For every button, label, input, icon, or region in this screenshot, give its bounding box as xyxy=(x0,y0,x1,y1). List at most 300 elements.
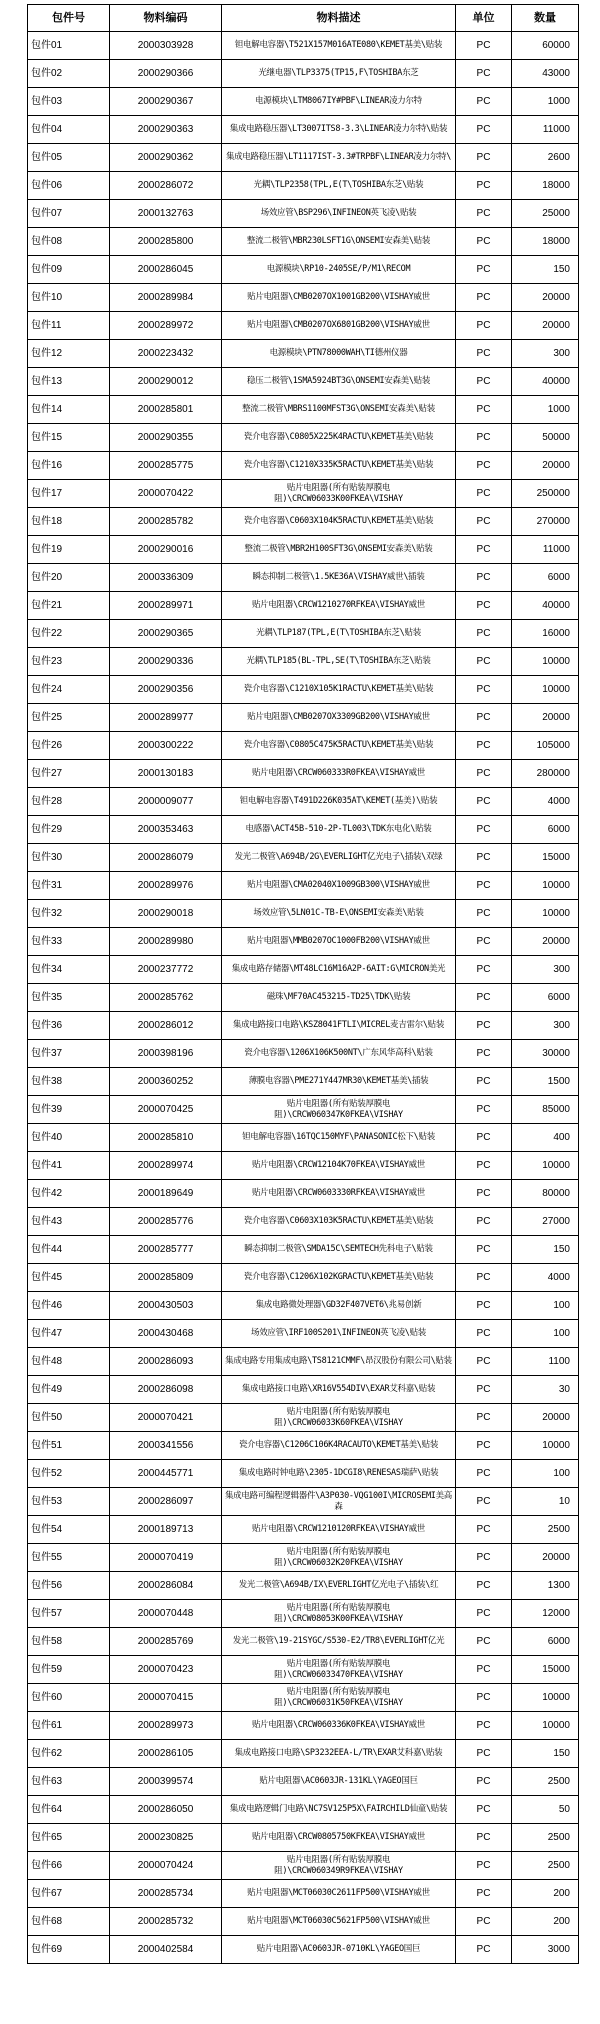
quantity-cell: 280000 xyxy=(512,760,579,788)
table-row xyxy=(28,956,579,984)
quantity-cell: 300 xyxy=(512,340,579,368)
package-no-cell: 包件64 xyxy=(28,1796,110,1824)
unit-cell: PC xyxy=(456,1600,512,1628)
package-no-cell: 包件35 xyxy=(28,984,110,1012)
table-row xyxy=(28,1544,579,1572)
unit-cell: PC xyxy=(456,760,512,788)
package-no-cell: 包件68 xyxy=(28,1908,110,1936)
unit-cell: PC xyxy=(456,956,512,984)
material-code-cell: 2000289974 xyxy=(110,1152,222,1180)
table-row xyxy=(28,1096,579,1124)
unit-cell: PC xyxy=(456,88,512,116)
unit-cell: PC xyxy=(456,1180,512,1208)
quantity-cell: 270000 xyxy=(512,508,579,536)
unit-cell: PC xyxy=(456,1124,512,1152)
unit-cell: PC xyxy=(456,1404,512,1432)
table-row xyxy=(28,1908,579,1936)
quantity-cell: 11000 xyxy=(512,536,579,564)
unit-cell: PC xyxy=(456,144,512,172)
package-no-cell: 包件44 xyxy=(28,1236,110,1264)
material-description-cell: 贴片电阻器\CRCW060333R0FKEA\VISHAY威世 xyxy=(222,760,456,788)
quantity-cell: 50 xyxy=(512,1796,579,1824)
material-description-cell: 集成电路稳压器\LT3007ITS8-3.3\LINEAR凌力尔特\贴装 xyxy=(222,116,456,144)
material-code-cell: 2000341556 xyxy=(110,1432,222,1460)
unit-cell: PC xyxy=(456,340,512,368)
material-code-cell: 2000286050 xyxy=(110,1796,222,1824)
package-no-cell: 包件29 xyxy=(28,816,110,844)
quantity-cell: 27000 xyxy=(512,1208,579,1236)
material-code-cell: 2000237772 xyxy=(110,956,222,984)
table-row xyxy=(28,1236,579,1264)
package-no-cell: 包件40 xyxy=(28,1124,110,1152)
material-description-cell: 光耦\TLP187(TPL,E(T\TOSHIBA东芝\贴装 xyxy=(222,620,456,648)
package-no-cell: 包件65 xyxy=(28,1824,110,1852)
package-no-cell: 包件55 xyxy=(28,1544,110,1572)
unit-cell: PC xyxy=(456,1040,512,1068)
table-row xyxy=(28,816,579,844)
package-no-cell: 包件16 xyxy=(28,452,110,480)
material-description-cell: 瓷介电容器\C1206C106K4RACAUTO\KEMET基美\贴装 xyxy=(222,1432,456,1460)
quantity-cell: 300 xyxy=(512,956,579,984)
table-row xyxy=(28,844,579,872)
quantity-cell: 20000 xyxy=(512,1404,579,1432)
unit-cell: PC xyxy=(456,648,512,676)
quantity-cell: 250000 xyxy=(512,480,579,508)
material-code-cell: 2000286098 xyxy=(110,1376,222,1404)
material-code-cell: 2000009077 xyxy=(110,788,222,816)
material-description-cell: 集成电路可编程逻辑器件\A3P030-VQG100I\MICROSEMI美高森 xyxy=(222,1488,456,1516)
unit-cell: PC xyxy=(456,816,512,844)
material-description-cell: 集成电路接口电路\SP3232EEA-L/TR\EXAR艾科嘉\贴装 xyxy=(222,1740,456,1768)
material-description-cell: 瓷介电容器\C0805X225K4RACTU\KEMET基美\贴装 xyxy=(222,424,456,452)
material-description-cell: 电源模块\PTN78000WAH\TI德州仪器 xyxy=(222,340,456,368)
quantity-cell: 1000 xyxy=(512,88,579,116)
unit-cell: PC xyxy=(456,200,512,228)
quantity-cell: 6000 xyxy=(512,1628,579,1656)
table-row xyxy=(28,172,579,200)
unit-cell: PC xyxy=(456,424,512,452)
material-code-cell: 2000285800 xyxy=(110,228,222,256)
table-row xyxy=(28,340,579,368)
package-no-cell: 包件19 xyxy=(28,536,110,564)
material-code-cell: 2000285775 xyxy=(110,452,222,480)
material-code-cell: 2000290018 xyxy=(110,900,222,928)
table-row xyxy=(28,1684,579,1712)
table-row xyxy=(28,1348,579,1376)
material-code-cell: 2000285809 xyxy=(110,1264,222,1292)
material-description-cell: 贴片电阻器(所有贴装厚膜电阻)\CRCW06031K50FKEA\VISHAY xyxy=(222,1684,456,1712)
package-no-cell: 包件23 xyxy=(28,648,110,676)
material-code-cell: 2000285776 xyxy=(110,1208,222,1236)
table-row xyxy=(28,592,579,620)
material-code-cell: 2000290016 xyxy=(110,536,222,564)
table-row xyxy=(28,1600,579,1628)
material-description-cell: 集成电路存储器\MT48LC16M16A2P-6AIT:G\MICRON美光 xyxy=(222,956,456,984)
package-no-cell: 包件13 xyxy=(28,368,110,396)
material-description-cell: 贴片电阻器\MCT06030C5621FP500\VISHAY威世 xyxy=(222,1908,456,1936)
unit-cell: PC xyxy=(456,1824,512,1852)
material-code-cell: 2000398196 xyxy=(110,1040,222,1068)
quantity-cell: 20000 xyxy=(512,284,579,312)
material-description-cell: 贴片电阻器(所有贴装厚膜电阻)\CRCW06033470FKEA\VISHAY xyxy=(222,1656,456,1684)
quantity-cell: 200 xyxy=(512,1880,579,1908)
table-row xyxy=(28,872,579,900)
table-row xyxy=(28,1432,579,1460)
material-description-cell: 瓷介电容器\C1206X102KGRACTU\KEMET基美\贴装 xyxy=(222,1264,456,1292)
package-no-cell: 包件69 xyxy=(28,1936,110,1964)
quantity-cell: 30 xyxy=(512,1376,579,1404)
quantity-cell: 10000 xyxy=(512,676,579,704)
quantity-cell: 2600 xyxy=(512,144,579,172)
unit-cell: PC xyxy=(456,1684,512,1712)
material-description-cell: 瓷介电容器\C0603X103K5RACTU\KEMET基美\贴装 xyxy=(222,1208,456,1236)
material-code-cell: 2000399574 xyxy=(110,1768,222,1796)
table-row xyxy=(28,508,579,536)
unit-cell: PC xyxy=(456,1488,512,1516)
table-row xyxy=(28,928,579,956)
table-row xyxy=(28,368,579,396)
package-no-cell: 包件20 xyxy=(28,564,110,592)
package-no-cell: 包件57 xyxy=(28,1600,110,1628)
material-code-cell: 2000286079 xyxy=(110,844,222,872)
material-code-cell: 2000286097 xyxy=(110,1488,222,1516)
quantity-cell: 30000 xyxy=(512,1040,579,1068)
material-code-cell: 2000223432 xyxy=(110,340,222,368)
material-code-cell: 2000286045 xyxy=(110,256,222,284)
table-row xyxy=(28,900,579,928)
material-description-cell: 贴片电阻器(所有贴装厚膜电阻)\CRCW06033K00FKEA\VISHAY xyxy=(222,480,456,508)
package-no-cell: 包件58 xyxy=(28,1628,110,1656)
material-description-cell: 集成电路接口电路\KSZ8041FTLI\MICREL麦吉雷尔\贴装 xyxy=(222,1012,456,1040)
material-code-cell: 2000286084 xyxy=(110,1572,222,1600)
unit-cell: PC xyxy=(456,312,512,340)
quantity-cell: 20000 xyxy=(512,928,579,956)
material-code-cell: 2000286105 xyxy=(110,1740,222,1768)
package-no-cell: 包件43 xyxy=(28,1208,110,1236)
table-row xyxy=(28,1040,579,1068)
unit-cell: PC xyxy=(456,1208,512,1236)
package-no-cell: 包件04 xyxy=(28,116,110,144)
material-code-cell: 2000290365 xyxy=(110,620,222,648)
package-no-cell: 包件50 xyxy=(28,1404,110,1432)
table-row xyxy=(28,1572,579,1600)
unit-cell: PC xyxy=(456,396,512,424)
unit-cell: PC xyxy=(456,592,512,620)
material-code-cell: 2000285810 xyxy=(110,1124,222,1152)
table-row xyxy=(28,1852,579,1880)
quantity-cell: 40000 xyxy=(512,592,579,620)
table-row xyxy=(28,88,579,116)
unit-cell: PC xyxy=(456,788,512,816)
package-no-cell: 包件05 xyxy=(28,144,110,172)
material-code-cell: 2000303928 xyxy=(110,32,222,60)
table-row xyxy=(28,144,579,172)
quantity-cell: 100 xyxy=(512,1460,579,1488)
unit-cell: PC xyxy=(456,452,512,480)
material-code-cell: 2000070421 xyxy=(110,1404,222,1432)
quantity-cell: 10000 xyxy=(512,1684,579,1712)
material-code-cell: 2000285801 xyxy=(110,396,222,424)
quantity-cell: 18000 xyxy=(512,172,579,200)
table-row xyxy=(28,1656,579,1684)
material-description-cell: 瓷介电容器\C1210X335K5RACTU\KEMET基美\贴装 xyxy=(222,452,456,480)
unit-cell: PC xyxy=(456,1908,512,1936)
quantity-cell: 100 xyxy=(512,1320,579,1348)
package-no-cell: 包件07 xyxy=(28,200,110,228)
quantity-cell: 85000 xyxy=(512,1096,579,1124)
package-no-cell: 包件59 xyxy=(28,1656,110,1684)
table-row xyxy=(28,32,579,60)
material-code-cell: 2000070423 xyxy=(110,1656,222,1684)
material-description-cell: 发光二极管\19-21SYGC/S530-E2/TR8\EVERLIGHT亿光 xyxy=(222,1628,456,1656)
table-row xyxy=(28,564,579,592)
unit-cell: PC xyxy=(456,984,512,1012)
quantity-cell: 6000 xyxy=(512,564,579,592)
unit-cell: PC xyxy=(456,1152,512,1180)
table-row xyxy=(28,1404,579,1432)
table-row xyxy=(28,1712,579,1740)
unit-cell: PC xyxy=(456,536,512,564)
material-code-cell: 2000402584 xyxy=(110,1936,222,1964)
material-code-cell: 2000285734 xyxy=(110,1880,222,1908)
unit-cell: PC xyxy=(456,676,512,704)
quantity-cell: 1100 xyxy=(512,1348,579,1376)
material-description-cell: 光继电器\TLP3375(TP15,F\TOSHIBA东芝 xyxy=(222,60,456,88)
material-description-cell: 集成电路逻辑门电路\NC7SV125P5X\FAIRCHILD仙童\贴装 xyxy=(222,1796,456,1824)
table-row xyxy=(28,1180,579,1208)
material-description-cell: 贴片电阻器\AC0603JR-131KL\YAGEO国巨 xyxy=(222,1768,456,1796)
table-row xyxy=(28,1124,579,1152)
quantity-cell: 15000 xyxy=(512,844,579,872)
material-code-cell: 2000285782 xyxy=(110,508,222,536)
material-code-cell: 2000070448 xyxy=(110,1600,222,1628)
package-no-cell: 包件24 xyxy=(28,676,110,704)
unit-cell: PC xyxy=(456,900,512,928)
quantity-cell: 300 xyxy=(512,1012,579,1040)
package-no-cell: 包件60 xyxy=(28,1684,110,1712)
quantity-cell: 25000 xyxy=(512,200,579,228)
table-row xyxy=(28,1824,579,1852)
table-row xyxy=(28,1292,579,1320)
package-no-cell: 包件22 xyxy=(28,620,110,648)
material-description-cell: 瓷介电容器\C0805C475K5RACTU\KEMET基美\贴装 xyxy=(222,732,456,760)
unit-cell: PC xyxy=(456,1068,512,1096)
material-description-cell: 贴片电阻器\MCT06030C2611FP500\VISHAY威世 xyxy=(222,1880,456,1908)
material-code-cell: 2000289977 xyxy=(110,704,222,732)
unit-cell: PC xyxy=(456,1712,512,1740)
table-row xyxy=(28,256,579,284)
package-no-cell: 包件37 xyxy=(28,1040,110,1068)
material-description-cell: 发光二极管\A694B/IX\EVERLIGHT亿光电子\插装\红 xyxy=(222,1572,456,1600)
table-row xyxy=(28,480,579,508)
header-unit: 单位 xyxy=(456,5,512,32)
quantity-cell: 60000 xyxy=(512,32,579,60)
unit-cell: PC xyxy=(456,1852,512,1880)
material-description-cell: 整流二极管\MBR2H100SFT3G\ONSEMI安森美\贴装 xyxy=(222,536,456,564)
header-material-description: 物料描述 xyxy=(222,5,456,32)
material-code-cell: 2000290356 xyxy=(110,676,222,704)
quantity-cell: 10000 xyxy=(512,1152,579,1180)
table-row xyxy=(28,452,579,480)
material-description-cell: 贴片电阻器\CRCW0805750KFKEA\VISHAY威世 xyxy=(222,1824,456,1852)
package-no-cell: 包件36 xyxy=(28,1012,110,1040)
package-no-cell: 包件28 xyxy=(28,788,110,816)
unit-cell: PC xyxy=(456,1348,512,1376)
table-row xyxy=(28,536,579,564)
package-no-cell: 包件48 xyxy=(28,1348,110,1376)
material-description-cell: 钽电解电容器\T521X157M016ATE080\KEMET基美\贴装 xyxy=(222,32,456,60)
material-description-cell: 电源模块\LTM8067IY#PBF\LINEAR凌力尔特 xyxy=(222,88,456,116)
table-row xyxy=(28,1264,579,1292)
material-code-cell: 2000230825 xyxy=(110,1824,222,1852)
material-description-cell: 整流二极管\MBR230LSFT1G\ONSEMI安森美\贴装 xyxy=(222,228,456,256)
quantity-cell: 150 xyxy=(512,1236,579,1264)
unit-cell: PC xyxy=(456,508,512,536)
table-row xyxy=(28,704,579,732)
material-code-cell: 2000189649 xyxy=(110,1180,222,1208)
material-description-cell: 贴片电阻器\CMB0207OX1001GB200\VISHAY威世 xyxy=(222,284,456,312)
quantity-cell: 2500 xyxy=(512,1768,579,1796)
unit-cell: PC xyxy=(456,564,512,592)
material-description-cell: 光耦\TLP185(BL-TPL,SE(T\TOSHIBA东芝\贴装 xyxy=(222,648,456,676)
material-code-cell: 2000286093 xyxy=(110,1348,222,1376)
package-no-cell: 包件09 xyxy=(28,256,110,284)
quantity-cell: 20000 xyxy=(512,452,579,480)
material-code-cell: 2000289984 xyxy=(110,284,222,312)
package-no-cell: 包件01 xyxy=(28,32,110,60)
package-no-cell: 包件41 xyxy=(28,1152,110,1180)
table-row xyxy=(28,984,579,1012)
unit-cell: PC xyxy=(456,928,512,956)
material-description-cell: 贴片电阻器\CMB0207OX3309GB200\VISHAY威世 xyxy=(222,704,456,732)
material-code-cell: 2000189713 xyxy=(110,1516,222,1544)
package-no-cell: 包件27 xyxy=(28,760,110,788)
package-no-cell: 包件45 xyxy=(28,1264,110,1292)
header-package-no: 包件号 xyxy=(28,5,110,32)
quantity-cell: 20000 xyxy=(512,704,579,732)
table-row xyxy=(28,1796,579,1824)
package-no-cell: 包件63 xyxy=(28,1768,110,1796)
quantity-cell: 3000 xyxy=(512,1936,579,1964)
table-row xyxy=(28,1516,579,1544)
unit-cell: PC xyxy=(456,1236,512,1264)
unit-cell: PC xyxy=(456,60,512,88)
material-description-cell: 薄膜电容器\PME271Y447MR30\KEMET基美\插装 xyxy=(222,1068,456,1096)
material-description-cell: 电源模块\RP10-2405SE/P/M1\RECOM xyxy=(222,256,456,284)
material-description-cell: 钽电解电容器\16TQC150MYF\PANASONIC松下\贴装 xyxy=(222,1124,456,1152)
unit-cell: PC xyxy=(456,116,512,144)
unit-cell: PC xyxy=(456,368,512,396)
unit-cell: PC xyxy=(456,844,512,872)
quantity-cell: 11000 xyxy=(512,116,579,144)
table-row xyxy=(28,1208,579,1236)
quantity-cell: 400 xyxy=(512,1124,579,1152)
quantity-cell: 2500 xyxy=(512,1824,579,1852)
package-no-cell: 包件17 xyxy=(28,480,110,508)
package-no-cell: 包件54 xyxy=(28,1516,110,1544)
material-description-cell: 瓷介电容器\C0603X104K5RACTU\KEMET基美\贴装 xyxy=(222,508,456,536)
package-no-cell: 包件30 xyxy=(28,844,110,872)
unit-cell: PC xyxy=(456,256,512,284)
material-code-cell: 2000285777 xyxy=(110,1236,222,1264)
package-no-cell: 包件39 xyxy=(28,1096,110,1124)
material-description-cell: 稳压二极管\1SMA5924BT3G\ONSEMI安森美\贴装 xyxy=(222,368,456,396)
package-no-cell: 包件52 xyxy=(28,1460,110,1488)
table-row xyxy=(28,760,579,788)
material-description-cell: 贴片电阻器(所有贴装厚膜电阻)\CRCW060349R9FKEA\VISHAY xyxy=(222,1852,456,1880)
package-no-cell: 包件42 xyxy=(28,1180,110,1208)
quantity-cell: 1300 xyxy=(512,1572,579,1600)
unit-cell: PC xyxy=(456,284,512,312)
unit-cell: PC xyxy=(456,1432,512,1460)
material-code-cell: 2000289971 xyxy=(110,592,222,620)
material-code-cell: 2000070425 xyxy=(110,1096,222,1124)
table-row xyxy=(28,424,579,452)
package-no-cell: 包件46 xyxy=(28,1292,110,1320)
quantity-cell: 200 xyxy=(512,1908,579,1936)
package-no-cell: 包件56 xyxy=(28,1572,110,1600)
material-code-cell: 2000290366 xyxy=(110,60,222,88)
package-no-cell: 包件51 xyxy=(28,1432,110,1460)
material-description-cell: 集成电路微处理器\GD32F407VET6\兆易创新 xyxy=(222,1292,456,1320)
unit-cell: PC xyxy=(456,1740,512,1768)
package-no-cell: 包件02 xyxy=(28,60,110,88)
material-description-cell: 瞬态抑制二极管\1.5KE36A\VISHAY威世\插装 xyxy=(222,564,456,592)
package-no-cell: 包件08 xyxy=(28,228,110,256)
table-row xyxy=(28,1152,579,1180)
package-no-cell: 包件25 xyxy=(28,704,110,732)
material-description-cell: 贴片电阻器\MMB0207OC1000FB200\VISHAY威世 xyxy=(222,928,456,956)
material-code-cell: 2000290363 xyxy=(110,116,222,144)
unit-cell: PC xyxy=(456,620,512,648)
material-code-cell: 2000336309 xyxy=(110,564,222,592)
material-description-cell: 贴片电阻器\CRCW060336K0FKEA\VISHAY威世 xyxy=(222,1712,456,1740)
unit-cell: PC xyxy=(456,1880,512,1908)
material-code-cell: 2000070419 xyxy=(110,1544,222,1572)
table-row xyxy=(28,284,579,312)
material-code-cell: 2000290355 xyxy=(110,424,222,452)
material-description-cell: 贴片电阻器\CRCW0603330RFKEA\VISHAY威世 xyxy=(222,1180,456,1208)
package-no-cell: 包件61 xyxy=(28,1712,110,1740)
unit-cell: PC xyxy=(456,1460,512,1488)
quantity-cell: 4000 xyxy=(512,1264,579,1292)
quantity-cell: 4000 xyxy=(512,788,579,816)
material-code-cell: 2000289980 xyxy=(110,928,222,956)
package-no-cell: 包件49 xyxy=(28,1376,110,1404)
header-material-code: 物料编码 xyxy=(110,5,222,32)
material-code-cell: 2000285769 xyxy=(110,1628,222,1656)
quantity-cell: 6000 xyxy=(512,816,579,844)
package-no-cell: 包件11 xyxy=(28,312,110,340)
quantity-cell: 12000 xyxy=(512,1600,579,1628)
material-description-cell: 贴片电阻器\CMB0207OX6801GB200\VISHAY威世 xyxy=(222,312,456,340)
material-description-cell: 瞬态抑制二极管\SMDA15C\SEMTECH先科电子\贴装 xyxy=(222,1236,456,1264)
material-description-cell: 电感器\ACT45B-510-2P-TL003\TDK东电化\贴装 xyxy=(222,816,456,844)
material-description-cell: 贴片电阻器(所有贴装厚膜电阻)\CRCW08053K00FKEA\VISHAY xyxy=(222,1600,456,1628)
table-row xyxy=(28,1068,579,1096)
package-no-cell: 包件33 xyxy=(28,928,110,956)
package-no-cell: 包件06 xyxy=(28,172,110,200)
material-code-cell: 2000070424 xyxy=(110,1852,222,1880)
quantity-cell: 10000 xyxy=(512,1432,579,1460)
material-code-cell: 2000286072 xyxy=(110,172,222,200)
quantity-cell: 10000 xyxy=(512,900,579,928)
quantity-cell: 2500 xyxy=(512,1852,579,1880)
package-no-cell: 包件31 xyxy=(28,872,110,900)
quantity-cell: 40000 xyxy=(512,368,579,396)
material-description-cell: 光耦\TLP2358(TPL,E(T\TOSHIBA东芝\贴装 xyxy=(222,172,456,200)
table-row xyxy=(28,1012,579,1040)
